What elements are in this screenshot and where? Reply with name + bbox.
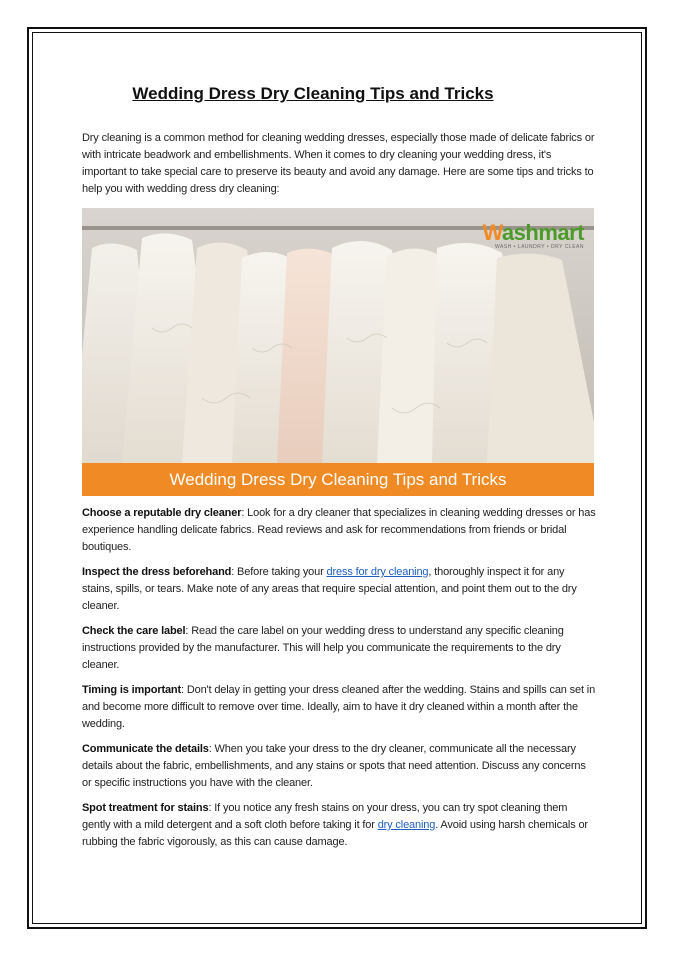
tip-5: Communicate the details: When you take your dress to the dry cleaner, communicate all the necessary details about the fabric, embellishments, and any stains or spots that need attention. Discuss any concerns or specific instructions you have with the cleaner. [82,743,586,789]
washmart-logo: Washmart WASH • LAUNDRY • DRY CLEAN [482,220,584,250]
tip-3: Check the care label: Read the care label on your wedding dress to understand any specific cleaning instructions provided by the manufacturer. This will help you communicate the requirements to the dry cleaner. [82,625,564,671]
dry-cleaning-link[interactable]: dry cleaning [377,819,436,831]
intro-paragraph: Dry cleaning is a common method for cleaning wedding dresses, especially those made of delicate fabrics or with intricate beadwork and embellishments. When it comes to dry cleaning your wedding dress, it's important to take special care to preserve its beauty and avoid any damage. Here are some tips and tricks to help you with wedding dress dry cleaning: [82,132,595,195]
wedding-dresses-photo [82,208,594,496]
tip-1: Choose a reputable dry cleaner: Look for a dry cleaner that specializes in cleaning wedding dresses or has experience handling delicate fabrics. Read reviews and ask for recommendations from friends or bridal boutiques. [82,507,596,553]
tip-4: Timing is important: Don't delay in getting your dress cleaned after the wedding. Stains and spills can set in and become more difficult to remove over time. Ideally, aim to have it dry cleaned within a month after the wedding. [82,684,596,730]
hero-image [82,208,594,496]
dress-for-dry-cleaning-link[interactable]: dress for dry cleaning [326,566,429,578]
tip-2: Inspect the dress beforehand: Before taking your dress for dry cleaning, thoroughly inspect it for any stains, spills, or tears. Make note of any areas that require special attention, and point them out to the dry cleaner. [82,566,577,612]
tip-6: Spot treatment for stains: If you notice any fresh stains on your dress, you can try spot cleaning them gently with a mild detergent and a soft cloth before taking it for dry cleaning. Avoid using harsh chemicals or rubbing the fabric vigorously, as this can cause damage. [82,802,588,848]
page-title: Wedding Dress Dry Cleaning Tips and Tricks [132,84,494,103]
hero-banner-text: Wedding Dress Dry Cleaning Tips and Tricks [82,463,594,496]
